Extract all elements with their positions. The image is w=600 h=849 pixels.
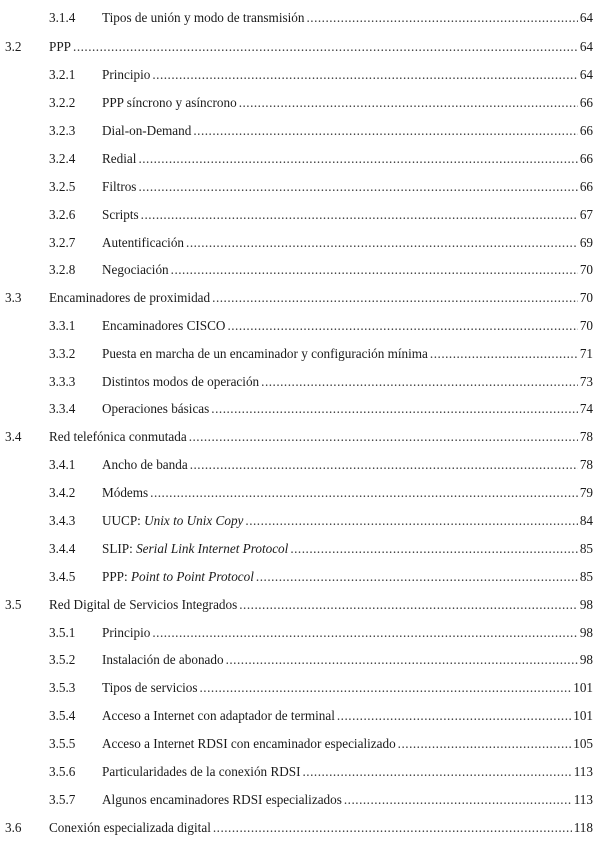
page-number: 118 (573, 820, 593, 835)
section-number: 3.3.3 (49, 374, 76, 389)
page-number: 71 (579, 346, 593, 361)
section-title: SLIP: Serial Link Internet Protocol (102, 541, 289, 556)
toc-entry (0, 818, 600, 838)
page-number: 64 (579, 10, 593, 25)
section-title-italic: Unix to Unix Copy (144, 513, 244, 528)
section-title: Red Digital de Servicios Integrados (49, 597, 238, 612)
section-number: 3.5.5 (49, 736, 76, 751)
section-number: 3.4.4 (49, 541, 76, 556)
dot-leader (193, 121, 577, 141)
dot-leader (226, 650, 578, 670)
section-number: 3.2.1 (49, 67, 76, 82)
toc-entry (0, 316, 600, 336)
dot-leader (430, 344, 578, 364)
toc-entry (0, 149, 600, 169)
section-title: PPP síncrono y asíncrono (102, 95, 237, 110)
toc-entry (0, 372, 600, 392)
section-number: 3.5.4 (49, 708, 76, 723)
toc-entry (0, 344, 600, 364)
section-number: 3.4.5 (49, 569, 76, 584)
page-number: 85 (579, 541, 593, 556)
page-number: 98 (579, 625, 593, 640)
toc-entry (0, 706, 600, 726)
page-number: 66 (579, 123, 593, 138)
section-title: Autentificación (102, 235, 185, 250)
section-title: Principio (102, 625, 151, 640)
section-title: Distintos modos de operación (102, 374, 260, 389)
dot-leader (152, 623, 577, 643)
section-number: 3.5 (5, 597, 22, 612)
toc-entry (0, 650, 600, 670)
dot-leader (141, 205, 578, 225)
section-number: 3.3 (5, 290, 22, 305)
toc-entry (0, 205, 600, 225)
page-number: 67 (579, 207, 593, 222)
dot-leader (211, 399, 578, 419)
section-number: 3.5.6 (49, 764, 76, 779)
toc-entry (0, 511, 600, 531)
toc-entry (0, 177, 600, 197)
toc-entry (0, 762, 600, 782)
section-number: 3.2 (5, 39, 22, 54)
dot-leader (239, 93, 578, 113)
page-number: 66 (579, 179, 593, 194)
dot-leader (186, 233, 578, 253)
section-number: 3.4.2 (49, 485, 76, 500)
toc-entry (0, 539, 600, 559)
section-title: Redial (102, 151, 137, 166)
dot-leader (190, 455, 578, 475)
toc-entry (0, 678, 600, 698)
toc-entry (0, 93, 600, 113)
toc-entry (0, 65, 600, 85)
page-number: 113 (573, 764, 593, 779)
page-number: 78 (579, 429, 593, 444)
page-number: 84 (579, 513, 593, 528)
page-number: 64 (579, 67, 593, 82)
page-number: 66 (579, 95, 593, 110)
page-number: 79 (579, 485, 593, 500)
page-number: 70 (579, 318, 593, 333)
section-title: Tipos de servicios (102, 680, 198, 695)
section-title: Conexión especializada digital (49, 820, 211, 835)
dot-leader (290, 539, 577, 559)
page-number: 69 (579, 235, 593, 250)
section-title-italic: Serial Link Internet Protocol (136, 541, 289, 556)
dot-leader (398, 734, 572, 754)
toc-entry (0, 483, 600, 503)
toc-entry (0, 8, 600, 28)
toc-entry (0, 233, 600, 253)
dot-leader (261, 372, 578, 392)
page-number: 70 (579, 262, 593, 277)
dot-leader (212, 288, 578, 308)
section-number: 3.6 (5, 820, 22, 835)
toc-entry (0, 288, 600, 308)
section-title: Acceso a Internet RDSI con encaminador especializado (102, 736, 396, 751)
dot-leader (227, 316, 577, 336)
dot-leader (200, 678, 572, 698)
section-title: Algunos encaminadores RDSI especializados (102, 792, 342, 807)
toc-entry (0, 595, 600, 615)
section-title: PPP: Point to Point Protocol (102, 569, 254, 584)
dot-leader (306, 8, 577, 28)
dot-leader (337, 706, 571, 726)
section-number: 3.3.1 (49, 318, 76, 333)
section-title: Instalación de abonado (102, 652, 224, 667)
dot-leader (245, 511, 577, 531)
dot-leader (256, 567, 578, 587)
section-number: 3.5.7 (49, 792, 76, 807)
section-title: Dial-on-Demand (102, 123, 192, 138)
section-number: 3.4.1 (49, 457, 76, 472)
section-number: 3.2.5 (49, 179, 76, 194)
section-number: 3.3.4 (49, 401, 76, 416)
dot-leader (138, 149, 577, 169)
dot-leader (73, 37, 578, 57)
section-title: Acceso a Internet con adaptador de terminal (102, 708, 335, 723)
dot-leader (303, 762, 572, 782)
section-title: Tipos de unión y modo de transmisión (102, 10, 305, 25)
section-title: Scripts (102, 207, 139, 222)
section-number: 3.1.4 (49, 10, 76, 25)
page-number: 105 (573, 736, 593, 751)
section-number: 3.2.3 (49, 123, 76, 138)
section-title: Principio (102, 67, 151, 82)
dot-leader (189, 427, 578, 447)
page-number: 101 (573, 680, 593, 695)
section-title: Particularidades de la conexión RDSI (102, 764, 301, 779)
toc-entry (0, 260, 600, 280)
section-number: 3.2.6 (49, 207, 76, 222)
section-title: Puesta en marcha de un encaminador y configuración mínima (102, 346, 428, 361)
page-number: 73 (579, 374, 593, 389)
section-title-italic: Point to Point Protocol (130, 569, 254, 584)
section-title: Filtros (102, 179, 137, 194)
section-title: Negociación (102, 262, 169, 277)
dot-leader (344, 790, 572, 810)
dot-leader (171, 260, 578, 280)
page-number: 74 (579, 401, 593, 416)
dot-leader (213, 818, 572, 838)
toc-entry (0, 399, 600, 419)
toc-entry (0, 427, 600, 447)
page-number: 70 (579, 290, 593, 305)
dot-leader (239, 595, 578, 615)
toc-entry (0, 790, 600, 810)
page-number: 98 (579, 652, 593, 667)
page-number: 78 (579, 457, 593, 472)
section-number: 3.4 (5, 429, 22, 444)
dot-leader (150, 483, 578, 503)
page-number: 64 (579, 39, 593, 54)
toc-entry (0, 455, 600, 475)
section-title: Módems (102, 485, 149, 500)
section-number: 3.5.3 (49, 680, 76, 695)
dot-leader (138, 177, 577, 197)
page-number: 98 (579, 597, 593, 612)
section-number: 3.2.2 (49, 95, 76, 110)
toc-entry (0, 567, 600, 587)
toc-entry (0, 121, 600, 141)
toc-entry (0, 623, 600, 643)
section-title: UUCP: Unix to Unix Copy (102, 513, 244, 528)
section-number: 3.2.7 (49, 235, 76, 250)
section-number: 3.4.3 (49, 513, 76, 528)
section-number: 3.2.8 (49, 262, 76, 277)
section-title: Operaciones básicas (102, 401, 210, 416)
page-number: 85 (579, 569, 593, 584)
page-number: 113 (573, 792, 593, 807)
section-number: 3.3.2 (49, 346, 76, 361)
section-title: Encaminadores CISCO (102, 318, 226, 333)
section-number: 3.5.1 (49, 625, 76, 640)
section-number: 3.2.4 (49, 151, 76, 166)
toc-entry (0, 37, 600, 57)
section-title: Encaminadores de proximidad (49, 290, 211, 305)
section-title: PPP (49, 39, 72, 54)
toc-entry (0, 734, 600, 754)
section-title: Red telefónica conmutada (49, 429, 187, 444)
dot-leader (152, 65, 577, 85)
section-number: 3.5.2 (49, 652, 76, 667)
section-title: Ancho de banda (102, 457, 188, 472)
page-number: 66 (579, 151, 593, 166)
page-number: 101 (573, 708, 593, 723)
